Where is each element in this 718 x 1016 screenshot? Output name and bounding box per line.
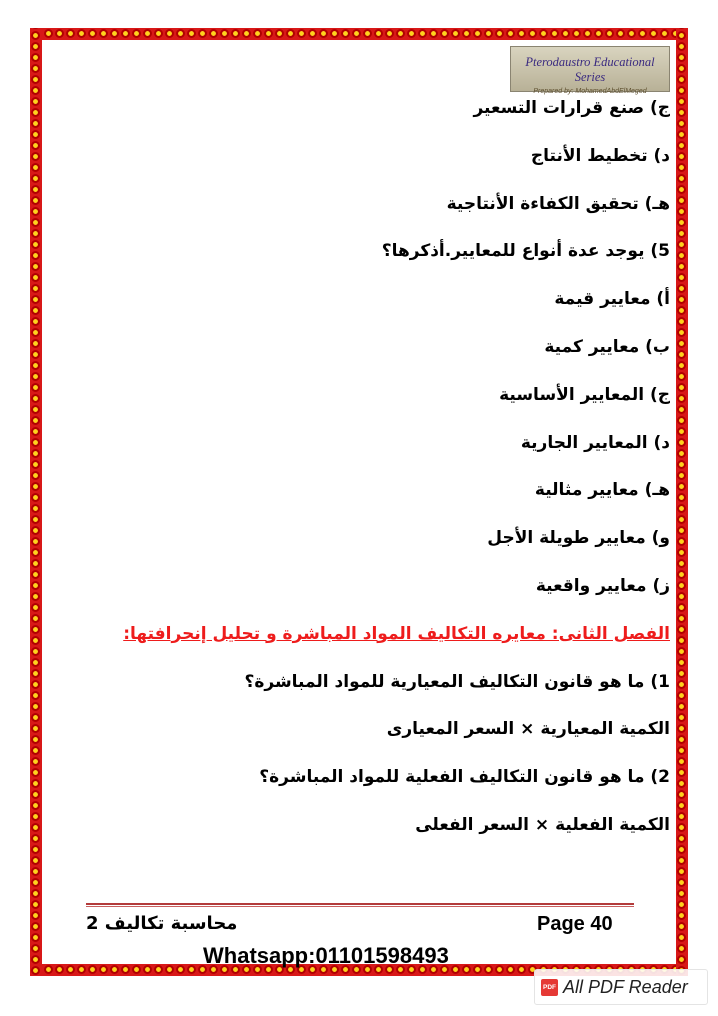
answer-line: الكمية المعيارية × السعر المعيارى	[386, 719, 670, 740]
logo-subtitle: Prepared by: MohamedAbdElMeged	[533, 88, 647, 95]
footer-divider	[86, 903, 634, 905]
content-line: ج) المعايير الأساسية	[499, 384, 670, 405]
content-line: ب) معايير كمية	[544, 336, 670, 357]
content-line: ز) معايير واقعية	[535, 575, 670, 596]
page-content	[70, 95, 670, 860]
content-line: أ) معايير قيمة	[554, 289, 670, 310]
chapter-heading: الفصل الثانى: معايره التكاليف المواد المباشرة و تحليل إنحرافتها:	[123, 623, 670, 644]
logo-title: Pterodaustro Educational Series	[525, 55, 655, 84]
content-line: ج) صنع قرارات التسعير	[473, 98, 670, 118]
footer-divider-thin	[86, 906, 634, 907]
footer-page-number: Page 40	[537, 913, 613, 935]
watermark-text: All PDF Reader	[563, 976, 688, 997]
content-line: هـ) تحقيق الكفاءة الأنتاجية	[446, 193, 670, 214]
content-line: و) معايير طويلة الأجل	[487, 528, 670, 549]
content-line: هـ) معايير مثالية	[534, 480, 670, 501]
answer-line: الكمية الفعلية × السعر الفعلى	[415, 814, 670, 835]
question-line: 1) ما هو قانون التكاليف المعيارية للمواد المباشرة؟	[244, 671, 670, 692]
footer-whatsapp: Whatsapp:01101598493	[203, 943, 449, 968]
top-decorative-border	[30, 28, 688, 40]
question-line: 5) يوجد عدة أنواع للمعايير.أذكرها؟	[381, 241, 670, 262]
footer-course-title: محاسبة تكاليف 2	[86, 913, 238, 934]
content-line: د) المعايير الجارية	[520, 432, 670, 453]
right-decorative-border	[676, 28, 688, 976]
reader-watermark	[534, 969, 708, 1005]
left-decorative-border	[30, 28, 42, 976]
question-line: 2) ما هو قانون التكاليف الفعلية للمواد المباشرة؟	[259, 767, 670, 788]
pdf-icon: PDF	[541, 979, 558, 996]
series-logo	[510, 46, 670, 95]
content-line: د) تخطيط الأنتاج	[530, 145, 670, 166]
